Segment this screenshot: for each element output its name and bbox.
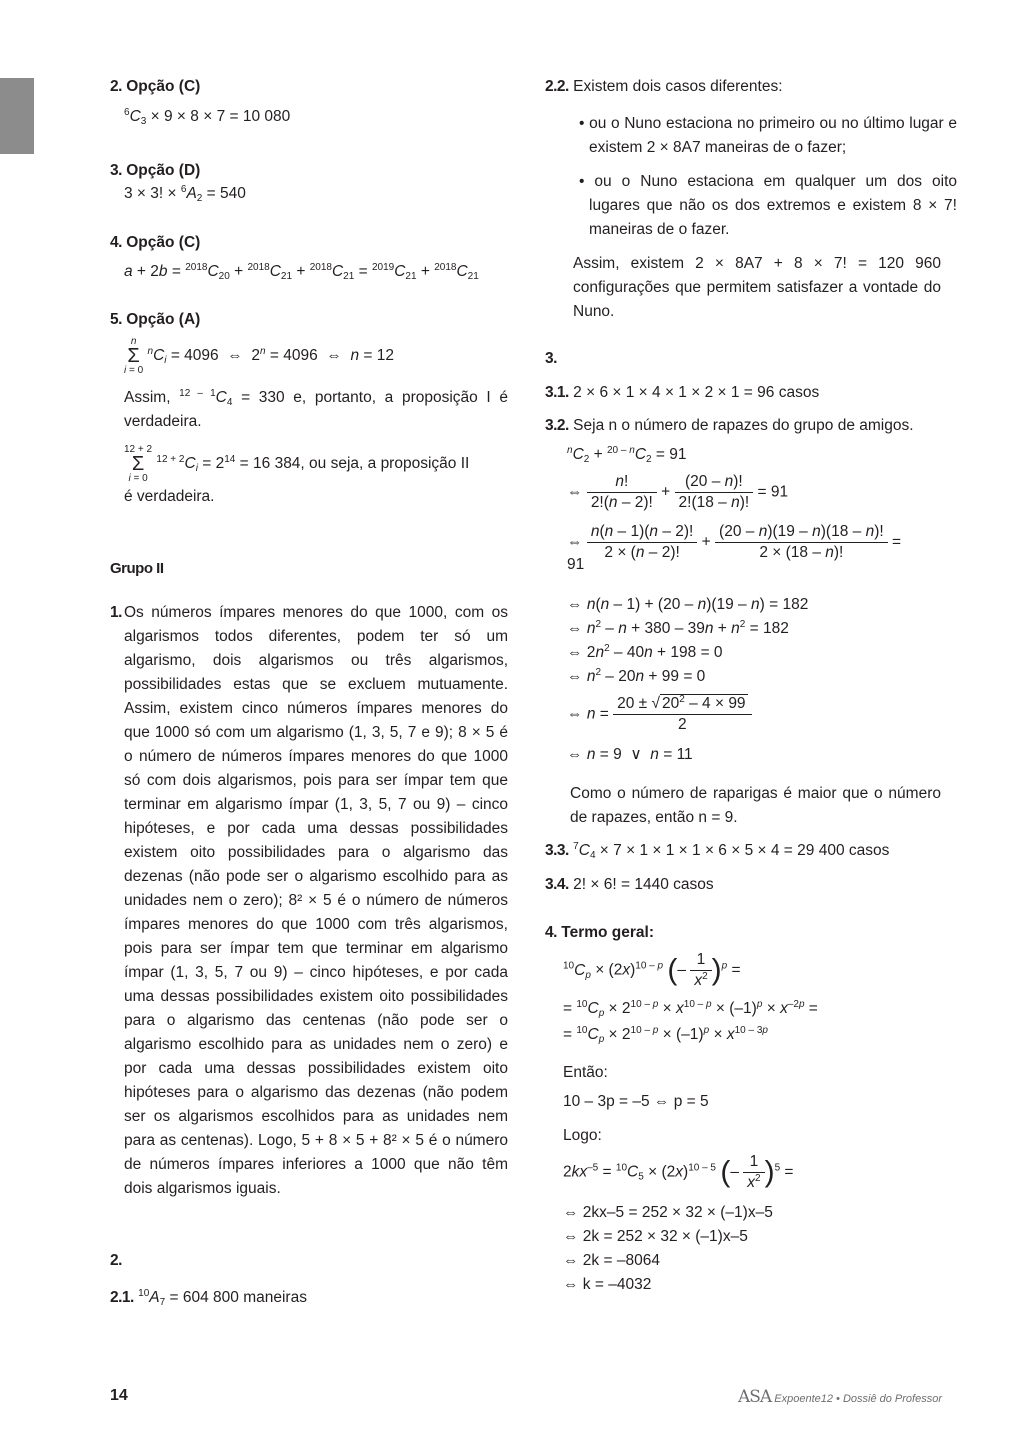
question-3-1 <box>545 384 819 402</box>
intro-text: Seja n o número de rapazes do grupo de amigos. <box>573 417 914 434</box>
question-3-heading-right <box>545 350 557 368</box>
question-number: 3.4. <box>545 876 569 893</box>
q32-equation-1: $^nC_2 + ^{20 - n}C_2 = 91$ <box>567 445 687 465</box>
question-number: 1. <box>110 604 122 621</box>
option-label: Opção (A) <box>126 311 201 328</box>
q4-formula: $a + 2b = ^{2018}C_{20} + ^{2018}C_{21} + ^{2018}C_{21} = ^{2019}C_{21} + ^{2018}C_{21}$ <box>124 262 479 282</box>
bullet-item-2: • ou o Nuno estaciona em qualquer um dos oito lugares que não os dos extremos e existem 8 × 7! maneiras de o fazer. <box>579 173 957 238</box>
question-number: 4. <box>545 924 557 941</box>
question-number: 3.2. <box>545 417 569 434</box>
question-3-3: 3.3. $^7C_4 \times 7 \times 1 \times 1 \times 1 \times 6 \times 5 \times 4 = 29$ 400 casos <box>545 841 890 861</box>
q32-equation-6: ⇔ $2n^2 - 40n + 198 = 0$ <box>567 643 723 661</box>
q2-formula: $^6C_3 \times 9 \times 8 \times 7 = 10$ 080 <box>124 107 291 127</box>
publisher-footer <box>738 1387 942 1407</box>
question-5-heading <box>110 311 200 329</box>
group-title: Grupo II <box>110 560 164 577</box>
question-4-heading <box>110 234 200 252</box>
question-number: 2.1. <box>110 1289 134 1306</box>
answer-text: 2! × 6! = 1440 casos <box>573 876 714 893</box>
question-2-2-heading <box>545 78 783 96</box>
q32-equation-7: ⇔ $n^2 - 20n + 99 = 0$ <box>567 667 706 685</box>
answer-text: × 7 × 1 × 1 × 1 × 6 × 5 × 4 = 29 400 casos <box>595 842 890 859</box>
q4-equation-k2: ⇔ 2k = 252 × 32 × (–1)x–5 <box>563 1228 748 1245</box>
q22-conclusion: Assim, existem 2 × 8A7 + 8 × 7! = 120 960 configurações que permitem satisfazer a vontade do Nuno. <box>573 255 941 320</box>
question-number: 3.1. <box>545 384 569 401</box>
q32-equation-8: ⇔ n = $\frac{20 \pm √ 20^2 - 4 \times 99}{2}$ <box>567 694 752 735</box>
question-3-2 <box>545 417 914 435</box>
g2-question-2-1: 2.1. $^{10}A_7 = 604$ 800 maneiras <box>110 1288 307 1308</box>
question-3-4 <box>545 876 714 894</box>
question-3-heading <box>110 162 200 180</box>
q4-equation-k4: ⇔ k = –4032 <box>563 1276 652 1293</box>
question-number: 2.2. <box>545 78 569 95</box>
entao-label: Então: <box>563 1064 608 1081</box>
option-label: Opção (C) <box>126 234 201 251</box>
option-label: Opção (D) <box>126 162 201 179</box>
bullet-text: ou o Nuno estaciona no primeiro ou no último lugar e existem 2 × 8A7 maneiras de o fazer; <box>589 115 957 156</box>
q3-formula: 3 × 3! × $^6A_2 = 540$ <box>124 184 246 204</box>
q32-equation-9: ⇔ n = 9 ∨ n = 11 <box>567 746 693 763</box>
q4-equation-p: 10 – 3p = –5 ⇔ p = 5 <box>563 1093 709 1110</box>
bullet-text: ou o Nuno estaciona em qualquer um dos oito lugares que não os dos extremos e existem 8 × 7! maneiras de o fazer. <box>589 173 957 238</box>
q5-sum-formula: n Σ i = 0 $^nC_i = 4096$ ⇔ $2^n = 4096$ ⇔ n = 12 <box>124 336 394 376</box>
question-number: 3. <box>110 162 122 179</box>
question-number: 4. <box>110 234 122 251</box>
q4-term-3: = $^{10}C_p \times 2^{10 - p} \times (-1)^p \times x^{10 - 3p}$ <box>563 1025 768 1045</box>
q32-equation-2: ⇔ $\frac{n!}{2!(n - 2)!}$ + $\frac{(20 - n)!}{2!(18 - n)!}$ = 91 <box>567 473 789 511</box>
g2-question-2-heading <box>110 1252 122 1270</box>
page-edge-tab <box>0 78 34 154</box>
q4-equation-k1: ⇔ 2kx–5 = 252 × 32 × (–1)x–5 <box>563 1204 773 1221</box>
q5-sum-formula-2: 12 + 2 Σ i = 0 $^{12 + 2}C_i = 2^{14} = 16$ 384, ou seja, a proposição II <box>124 444 470 484</box>
brand-text: Expoente12 • Dossiê do Professor <box>774 1393 942 1405</box>
q32-equation-3: ⇔ $\frac{n(n - 1)(n - 2)!}{2 \times (n - 2)!}$ + $\frac{(20 - n)(19 - n)(18 - n)!}{2 \times (18 - n)!}$ = <box>567 523 902 561</box>
logo-label: Logo: <box>563 1127 602 1144</box>
q4-equation-k0: $2kx^{-5} = ^{10}C_5 \times (2x)^{10 - 5}$ (– $\frac{1}{x^2}$ )$^5$ = <box>563 1153 794 1191</box>
question-number: 3. <box>545 350 557 367</box>
g2-question-1-number <box>110 604 122 622</box>
q32-equation-4: ⇔ n(n – 1) + (20 – n)(19 – n) = 182 <box>567 596 809 613</box>
q5-text-1: Assim, $^{12 - 1}C_4 = 330$ e, portanto, a proposição I é verdadeira. <box>124 388 508 430</box>
question-4-heading-right <box>545 924 654 942</box>
question-number: 2. <box>110 1252 122 1269</box>
answer-text: = 604 800 maneiras <box>165 1289 307 1306</box>
q4-equation-k3: ⇔ 2k = –8064 <box>563 1252 660 1269</box>
q5-text-2: é verdadeira. <box>124 488 215 505</box>
answer-text: 2 × 6 × 1 × 4 × 1 × 2 × 1 = 96 casos <box>573 384 820 401</box>
q32-conclusion: Como o número de raparigas é maior que o número de rapazes, então n = 9. <box>570 785 941 826</box>
q32-equation-5: ⇔ $n^2 - n + 380 - 39n + n^2 = 182$ <box>567 619 789 637</box>
question-2-heading <box>110 78 200 96</box>
q32-equation-3-cont: 91 <box>567 556 585 573</box>
q4-term-2: = $^{10}C_p \times 2^{10 - p} \times x^{10 - p} \times (-1)^p \times x^{-2p}$ = <box>563 999 818 1019</box>
page-number: 14 <box>110 1387 128 1404</box>
option-label: Opção (C) <box>126 78 201 95</box>
bullet-item-1: • ou o Nuno estaciona no primeiro ou no último lugar e existem 2 × 8A7 maneiras de o fazer; <box>579 115 957 156</box>
intro-text: Existem dois casos diferentes: <box>573 78 783 95</box>
term-label: Termo geral: <box>561 924 654 941</box>
g2-question-1-text: Os números ímpares menores do que 1000, com os algarismos todos diferentes, podem ter só um algarismo, dois algarismos ou três algarismos, possibilidades estas que se excluem mutuamente. Assim, existem cinco números ímpares menores do que 1000 só com um algarismo (1, 3, 5, 7 e 9); 8 × 5 é o número de números ímpares menores do que 1000 só com dois algarismos, pois para ser ímpar tem que terminar em algarismo ímpar (1, 3, 5, 7 ou 9) – cinco hipóteses, e por cada uma dessas possibilidades existem oito possibilidades para o algarismo das dezenas (não pode ser o algarismo escolhido para as unidades nem o zero); 8² × 5 é o número de números ímpares menores do que 1000 com três algarismos, pois para ser ímpar tem que terminar em algarismo ímpar (1, 3, 5, 7 ou 9) – cinco hipóteses, e por cada uma dessas possibilidades existem oito possibilidades para o algarismo das centenas (não pode ser o algarismo escolhido para as unidades nem o zero) e por cada uma dessas possibilidades existem oito hipóteses para o algarismo das dezenas (não podem ser os algarismos escolhidos para as unidades nem para as centenas). Logo, 5 + 8 × 5 + 8² × 5 é o número de números ímpares inferiores a 1000 que não têm dois algarismos iguais. <box>124 604 508 1197</box>
brand-logo: ASA <box>738 1387 772 1407</box>
question-number: 5. <box>110 311 122 328</box>
question-number: 2. <box>110 78 122 95</box>
question-number: 3.3. <box>545 842 569 859</box>
q4-term-1: $^{10}C_p \times (2x)^{10 - p}$ (– $\frac{1}{x^2}$ )$^p$ = <box>563 951 741 989</box>
